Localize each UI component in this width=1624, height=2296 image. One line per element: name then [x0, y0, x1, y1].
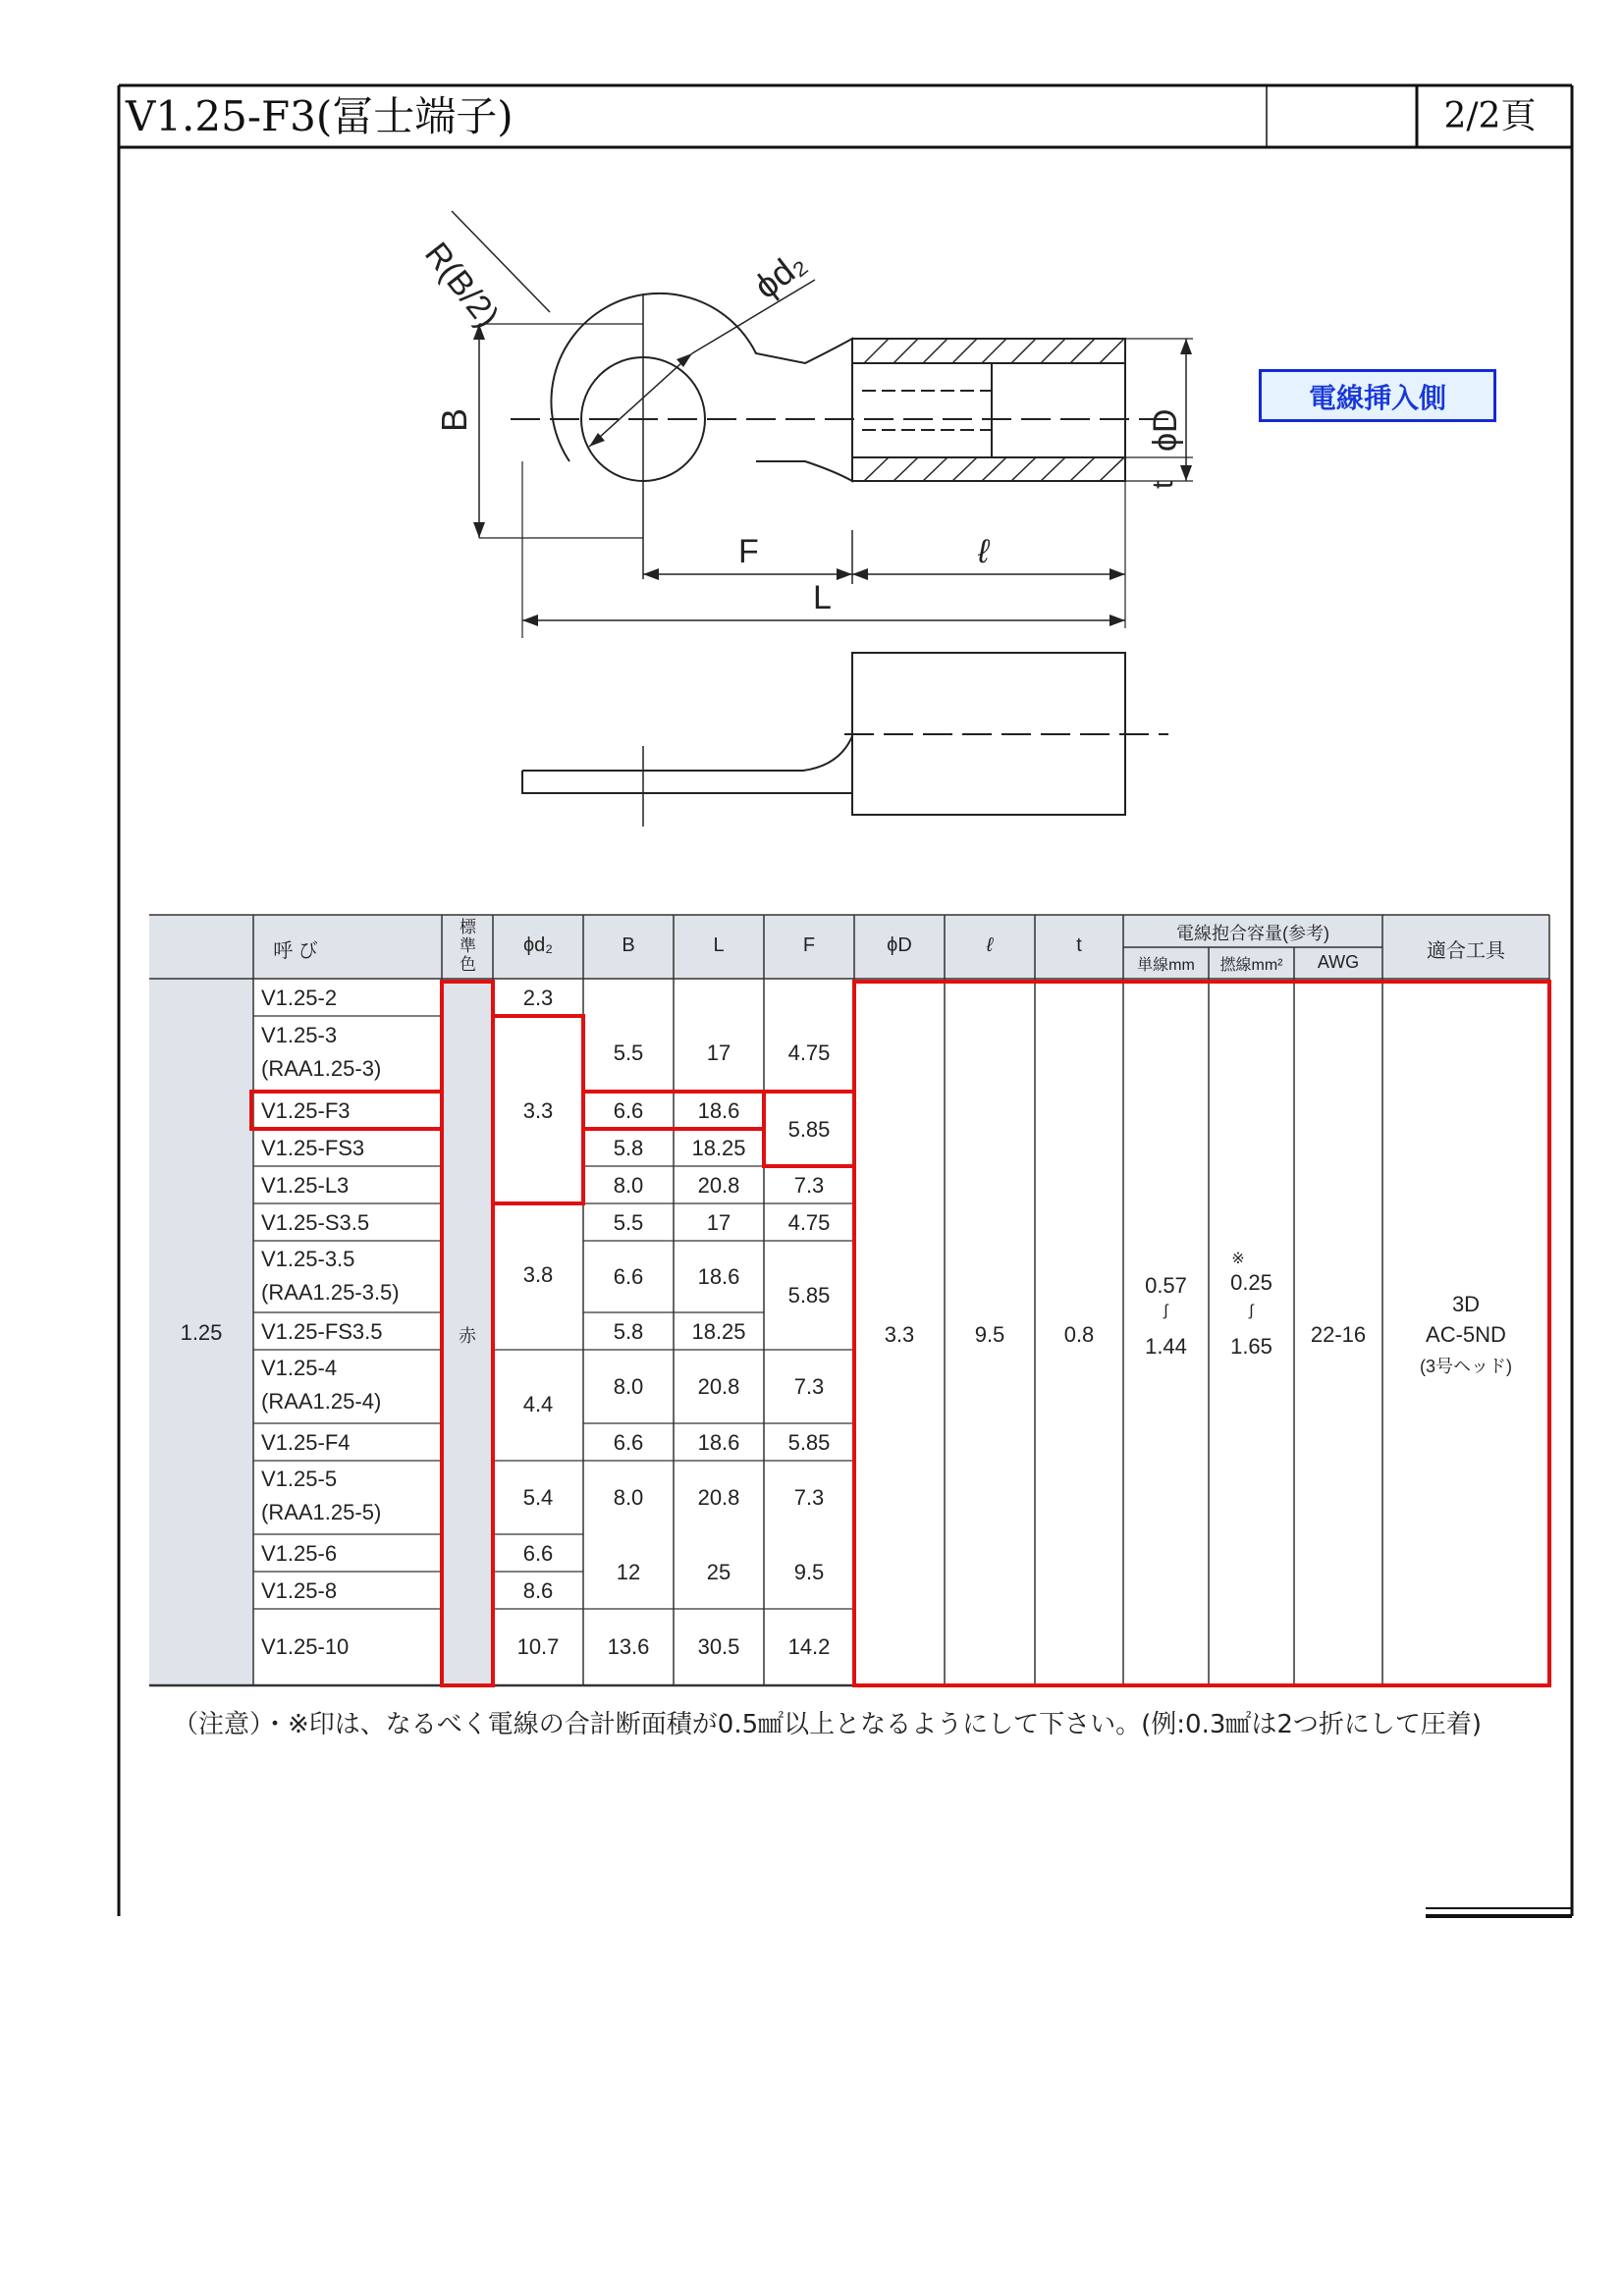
- terminal-drawing: [452, 211, 1193, 827]
- t-value: 0.8: [1063, 1322, 1095, 1347]
- f-value: 7.3: [793, 1485, 825, 1510]
- radius-label: R(B/2): [417, 236, 507, 335]
- header-b: B: [622, 934, 635, 956]
- l-value: 20.8: [697, 1173, 740, 1198]
- l-value: 17: [706, 1041, 731, 1065]
- l-value: 18.6: [697, 1430, 740, 1455]
- header-capacity: 電線抱合容量(参考): [1176, 924, 1329, 943]
- single-wire-min: 0.57: [1145, 1273, 1187, 1298]
- f-value: 4.75: [787, 1041, 831, 1065]
- header-name: 呼 び: [273, 940, 318, 962]
- model-v1-25-fs3-5: V1.25-FS3.5: [261, 1319, 383, 1344]
- model-raa1-25-4: (RAA1.25-4): [261, 1389, 382, 1414]
- b-value: 6.6: [613, 1098, 644, 1123]
- tool-line-1: 3D: [1451, 1292, 1481, 1316]
- size-cell: 1.25: [180, 1320, 223, 1345]
- stranded-wire-note-mark: ※: [1231, 1251, 1245, 1267]
- b-value: 5.8: [613, 1136, 644, 1160]
- f-dimension-label: F: [738, 533, 759, 570]
- f-value: 9.5: [793, 1560, 825, 1584]
- header-ell: ℓ: [986, 934, 994, 956]
- l-value: 18.6: [697, 1098, 740, 1123]
- b-value: 12: [616, 1560, 641, 1584]
- standard-color-cell: 赤: [459, 1326, 476, 1346]
- document-title: V1.25-F3(冨士端子): [126, 92, 514, 140]
- ell-dimension-label: ℓ: [978, 533, 989, 570]
- l-value: 25: [706, 1560, 731, 1584]
- phi-d-value: 3.3: [884, 1322, 915, 1347]
- d2-value: 2.3: [522, 986, 554, 1010]
- b-value: 13.6: [607, 1634, 650, 1659]
- stranded-wire-max: 1.65: [1230, 1334, 1272, 1359]
- model-v1-25-5: V1.25-5: [261, 1467, 338, 1491]
- tool-line-3: (3号ヘッド): [1420, 1357, 1512, 1376]
- model-v1-25-fs3: V1.25-FS3: [261, 1136, 365, 1160]
- model-v1-25-f4: V1.25-F4: [261, 1430, 351, 1455]
- f-value: 7.3: [793, 1173, 825, 1198]
- l-value: 18.6: [697, 1264, 740, 1289]
- header-standard-color: 標準色: [460, 918, 476, 974]
- l-value: 17: [706, 1210, 731, 1235]
- model-v1-25-3-5: V1.25-3.5: [261, 1247, 355, 1271]
- header-t: t: [1076, 934, 1082, 956]
- phi-d2-label: ϕd₂: [746, 241, 813, 307]
- b-value: 8.0: [613, 1485, 644, 1510]
- phi-d-dimension-label: ϕD: [1147, 408, 1184, 452]
- l-value: 30.5: [697, 1634, 740, 1659]
- f-value: 5.85: [787, 1283, 831, 1308]
- wire-insert-side-label: 電線挿入側: [1259, 369, 1496, 422]
- page-number: 2/2頁: [1443, 96, 1537, 136]
- model-v1-25-4: V1.25-4: [261, 1356, 338, 1380]
- b-value: 5.8: [613, 1319, 644, 1344]
- l-value: 18.25: [691, 1319, 746, 1344]
- f-value: 5.85: [787, 1430, 831, 1455]
- l-dimension-label: L: [813, 579, 832, 616]
- header-l: L: [713, 934, 725, 956]
- header-awg: AWG: [1317, 952, 1360, 972]
- model-v1-25-8: V1.25-8: [261, 1578, 338, 1603]
- d2-value: 8.6: [522, 1578, 554, 1603]
- b-value: 8.0: [613, 1374, 644, 1399]
- b-value: 6.6: [613, 1430, 644, 1455]
- stranded-wire-min: 0.25: [1230, 1270, 1272, 1295]
- b-value: 8.0: [613, 1173, 644, 1198]
- model-raa1-25-3-5: (RAA1.25-3.5): [261, 1280, 400, 1305]
- b-dimension-label: B: [434, 407, 474, 432]
- model-v1-25-s3-5: V1.25-S3.5: [261, 1210, 370, 1235]
- b-value: 6.6: [613, 1264, 644, 1289]
- model-v1-25-2: V1.25-2: [261, 986, 338, 1010]
- footnote: （注意）・※印は、なるべく電線の合計断面積が0.5㎟以上となるようにして下さい。(例:0.3㎟は2つ折にして圧着): [173, 1710, 1483, 1739]
- f-value: 14.2: [787, 1634, 831, 1659]
- tool-line-2: AC-5ND: [1426, 1322, 1506, 1347]
- b-value: 5.5: [613, 1041, 644, 1065]
- header-phi-d: ϕD: [887, 934, 912, 956]
- model-v1-25-f3: V1.25-F3: [261, 1098, 351, 1123]
- f-value: 7.3: [793, 1374, 825, 1399]
- d2-value: 3.3: [522, 1098, 554, 1123]
- d2-value: 4.4: [522, 1392, 554, 1416]
- b-value: 5.5: [613, 1210, 644, 1235]
- model-raa1-25-5: (RAA1.25-5): [261, 1500, 382, 1524]
- model-v1-25-3: V1.25-3: [261, 1023, 338, 1047]
- l-value: 18.25: [691, 1136, 746, 1160]
- d2-value: 6.6: [522, 1541, 554, 1566]
- l-value: 20.8: [697, 1374, 740, 1399]
- header-f: F: [802, 934, 816, 956]
- f-value: 5.85: [787, 1117, 831, 1142]
- ell-value: 9.5: [974, 1322, 1005, 1347]
- d2-value: 3.8: [522, 1262, 554, 1287]
- header-stranded-wire: 撚線mm²: [1219, 957, 1283, 974]
- d2-value: 5.4: [522, 1485, 554, 1510]
- single-wire-max: 1.44: [1145, 1334, 1187, 1359]
- model-v1-25-10: V1.25-10: [261, 1634, 350, 1659]
- header-d2: ϕd₂: [522, 934, 554, 956]
- f-value: 4.75: [787, 1210, 831, 1235]
- l-value: 20.8: [697, 1485, 740, 1510]
- header-single-wire: 単線mm: [1137, 957, 1195, 974]
- t-dimension-label: t: [1147, 480, 1179, 489]
- model-v1-25-l3: V1.25-L3: [261, 1173, 350, 1198]
- model-raa1-25-3: (RAA1.25-3): [261, 1056, 382, 1081]
- d2-value: 10.7: [516, 1634, 560, 1659]
- model-v1-25-6: V1.25-6: [261, 1541, 338, 1566]
- header-tool: 適合工具: [1427, 940, 1505, 962]
- stranded-wire-range-mark: ∫: [1249, 1303, 1254, 1319]
- awg-value: 22-16: [1310, 1322, 1367, 1347]
- single-wire-range-mark: ∫: [1164, 1303, 1168, 1319]
